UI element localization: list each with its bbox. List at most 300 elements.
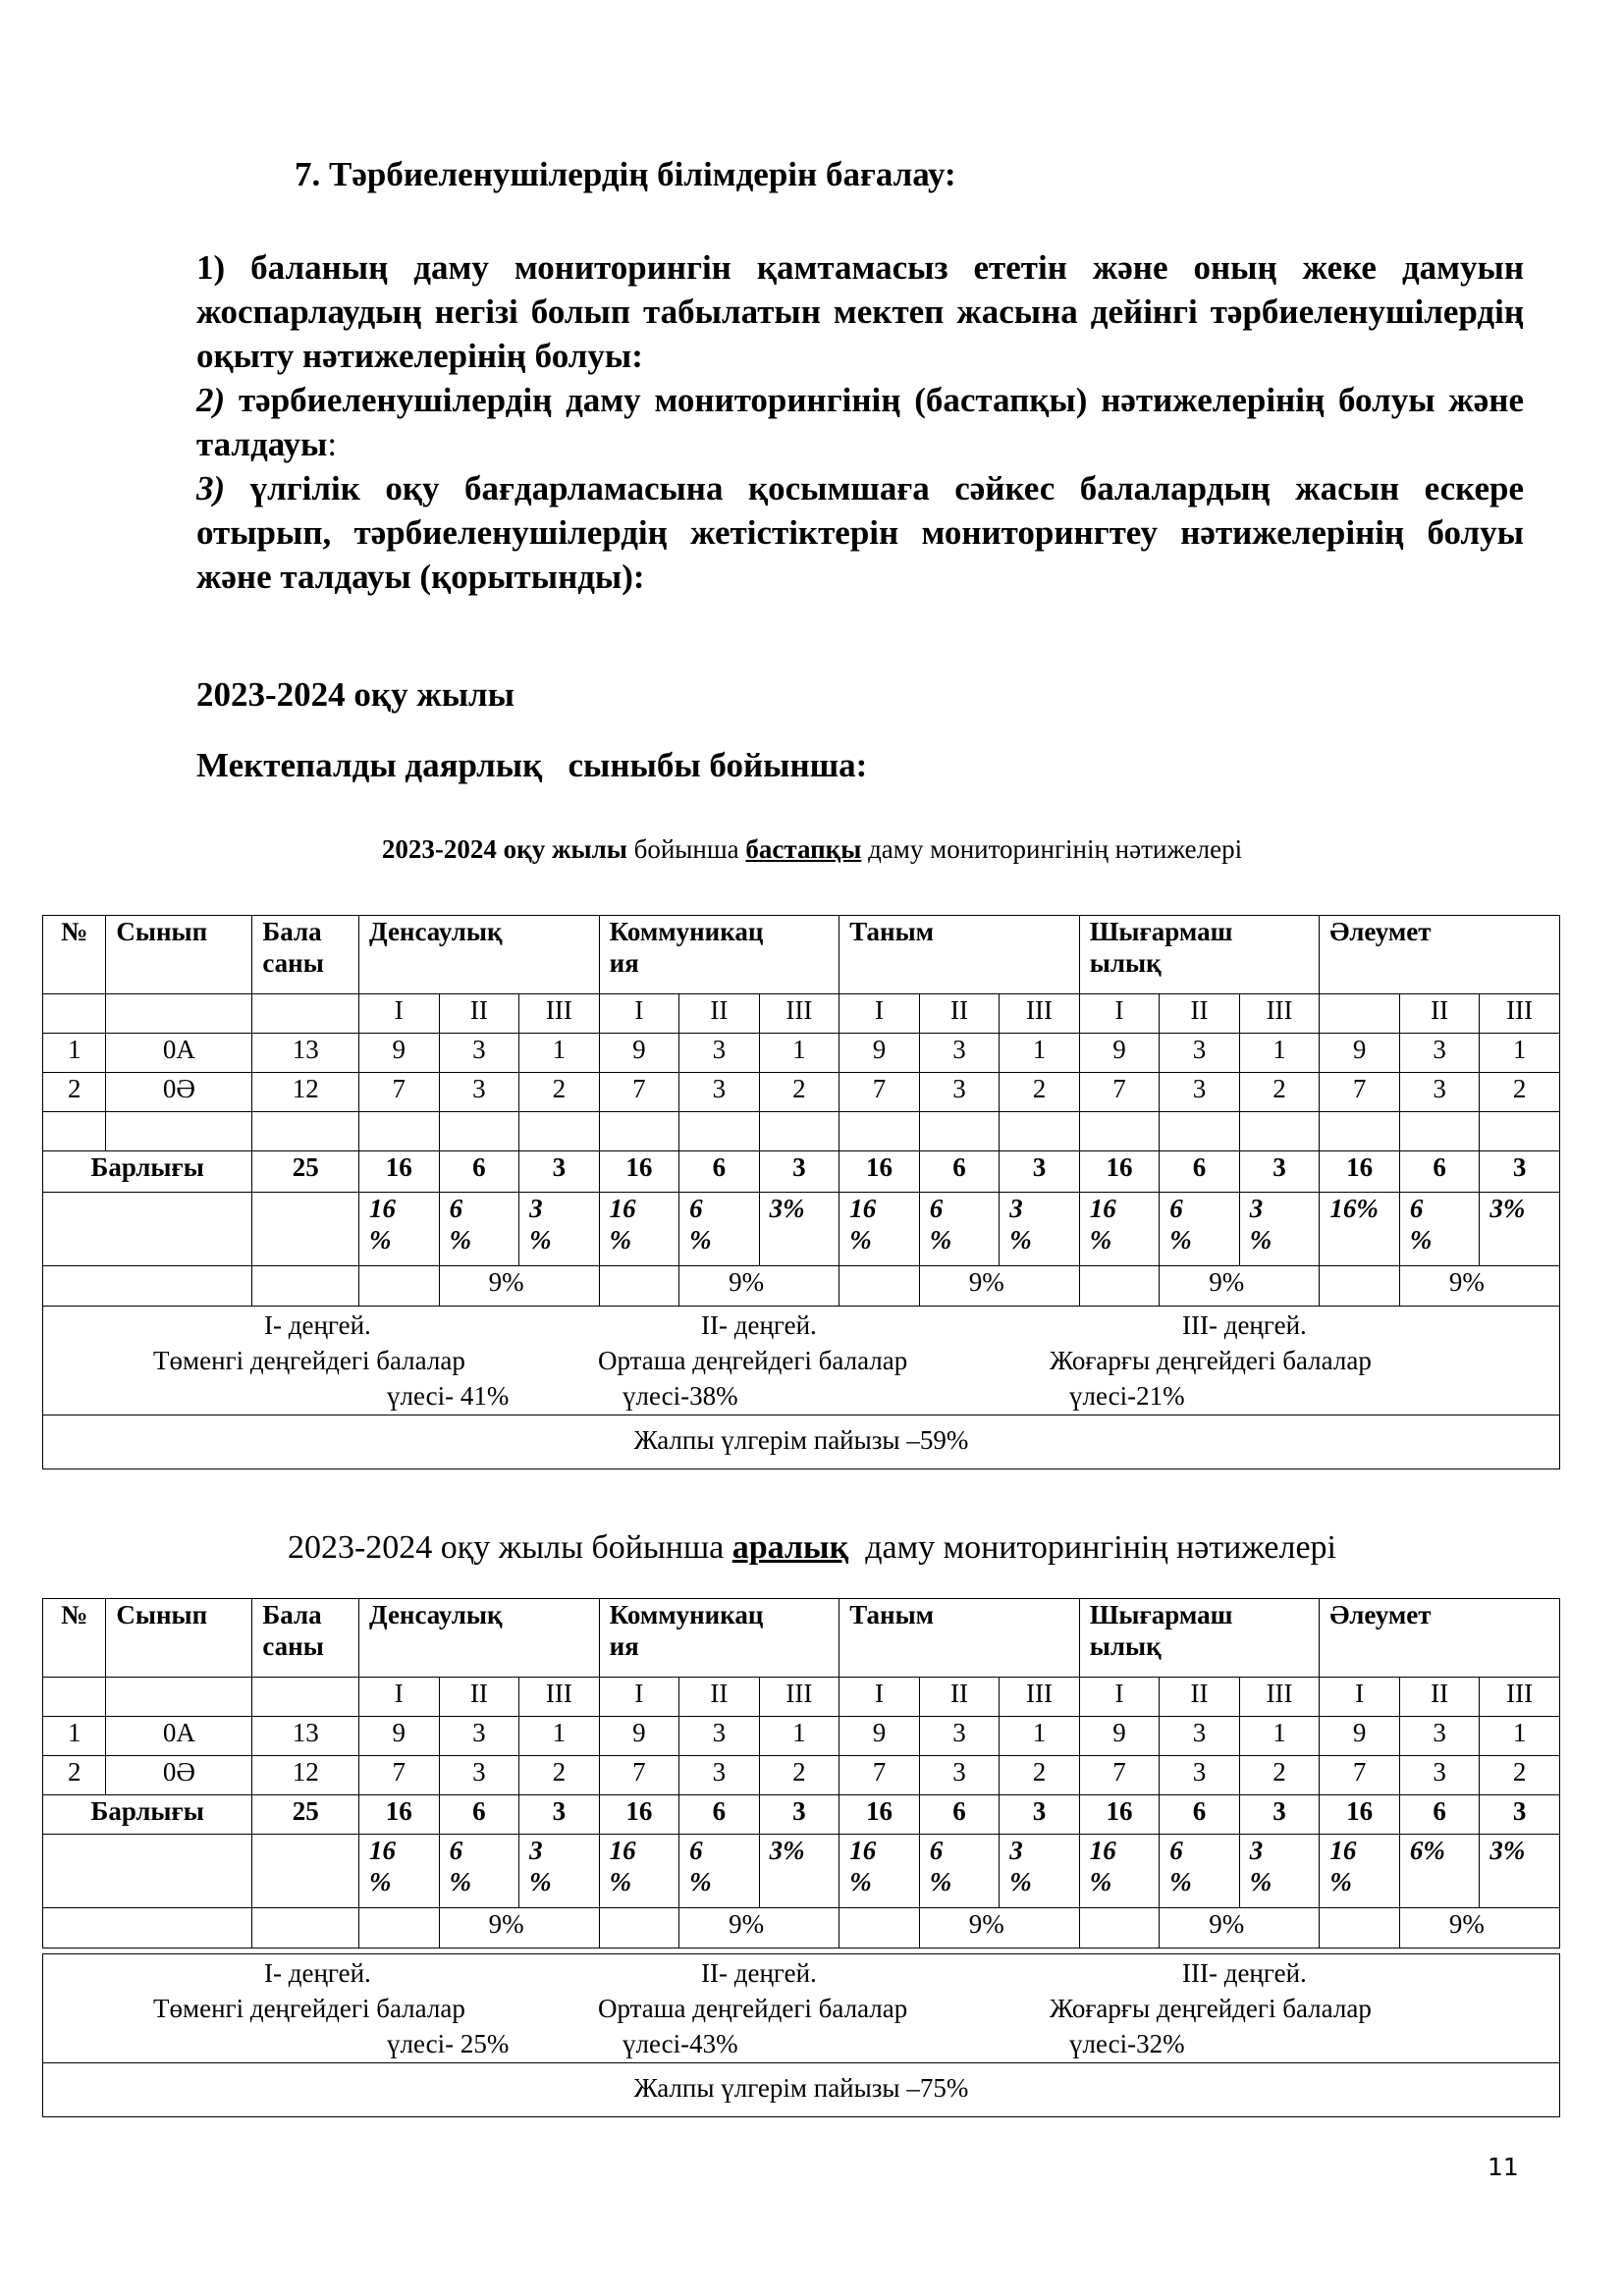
table-row bbox=[43, 1908, 1560, 1949]
table1-caption-mid: бойынша bbox=[626, 834, 746, 864]
percent-number: 6% bbox=[1409, 1836, 1445, 1865]
total-value: 16 bbox=[1320, 1795, 1400, 1835]
class-heading: Мектепалды даярлық сыныбы бойынша: bbox=[196, 746, 868, 784]
header-health: Денсаулық bbox=[359, 1599, 600, 1678]
table2-caption-type: аралық bbox=[731, 1529, 849, 1566]
level2-label: II- деңгей. bbox=[701, 1310, 817, 1340]
paragraph-1-text: 1) баланың даму мониторингін қамтамасыз ететін және оның жеке дамуын жоспарлаудың негізі болып табылатын мектеп жасына дейінгі тәрбиеленушілердің оқыту нәтижелерінің болуы: bbox=[196, 248, 1524, 375]
percent-value bbox=[359, 1835, 440, 1908]
percent-sign: % bbox=[929, 1867, 952, 1896]
empty-cell bbox=[1399, 1112, 1480, 1151]
row-value: 3 bbox=[919, 1717, 1000, 1756]
header-children-count bbox=[252, 1599, 359, 1678]
percent-number: 6 bbox=[689, 1836, 703, 1865]
header-no: № bbox=[43, 1599, 106, 1678]
empty-cell bbox=[43, 1266, 252, 1307]
percent-sign: % bbox=[849, 1867, 872, 1896]
header-creat-l1: Шығармаш bbox=[1089, 917, 1233, 946]
level2-share: үлесі-43% bbox=[623, 2029, 738, 2058]
percent-value bbox=[519, 1193, 600, 1266]
level-label: II bbox=[1399, 994, 1480, 1034]
row-value: 9 bbox=[839, 1034, 920, 1073]
total-value: 3 bbox=[1000, 1151, 1080, 1193]
percent-sign: % bbox=[529, 1225, 552, 1255]
table-row bbox=[43, 1717, 1560, 1756]
row-value: 3 bbox=[1399, 1717, 1480, 1756]
level-label: III bbox=[1239, 994, 1320, 1034]
row-value: 7 bbox=[599, 1073, 679, 1112]
total-value: 6 bbox=[1160, 1795, 1240, 1835]
percent-number: 16 bbox=[1089, 1836, 1116, 1865]
level-label: II bbox=[1160, 994, 1240, 1034]
percent-number: 3 bbox=[1009, 1194, 1023, 1223]
percent-sign: % bbox=[609, 1867, 632, 1896]
row-value: 7 bbox=[1320, 1073, 1400, 1112]
percent-sign: % bbox=[609, 1225, 632, 1255]
row-count: 13 bbox=[252, 1034, 359, 1073]
percent-value bbox=[1000, 1835, 1080, 1908]
total-value: 3 bbox=[1239, 1795, 1320, 1835]
total-value: 3 bbox=[759, 1151, 839, 1193]
total-count: 25 bbox=[252, 1151, 359, 1193]
year-heading: 2023-2024 оқу жылы bbox=[196, 675, 514, 714]
percent-value bbox=[1399, 1193, 1480, 1266]
table1-caption bbox=[0, 834, 1624, 865]
empty-cell bbox=[252, 1908, 359, 1949]
percent-sign: % bbox=[849, 1225, 872, 1255]
percent-number: 6 bbox=[449, 1836, 463, 1865]
table1-caption-end: даму мониторингінің нәтижелері bbox=[861, 834, 1243, 864]
row-no: 1 bbox=[43, 1717, 106, 1756]
table-row bbox=[43, 1835, 1560, 1908]
row-value: 1 bbox=[1000, 1034, 1080, 1073]
empty-cell bbox=[1079, 1112, 1160, 1151]
row-value: 2 bbox=[1000, 1073, 1080, 1112]
level3-label: III- деңгей. bbox=[1182, 1310, 1307, 1340]
total-value: 6 bbox=[439, 1151, 519, 1193]
percent-number: 3 bbox=[1249, 1194, 1264, 1223]
row-value: 1 bbox=[759, 1034, 839, 1073]
percent-value bbox=[1079, 1835, 1160, 1908]
percent-sign: % bbox=[689, 1225, 712, 1255]
empty-cell bbox=[106, 994, 252, 1034]
row-value: 3 bbox=[439, 1756, 519, 1795]
percent-value bbox=[599, 1193, 679, 1266]
levels-summary-row bbox=[43, 1954, 1559, 2063]
level-label: II bbox=[1399, 1678, 1480, 1717]
row-value: 1 bbox=[519, 1034, 600, 1073]
row-value: 2 bbox=[519, 1756, 600, 1795]
total-value: 6 bbox=[679, 1795, 760, 1835]
row-value: 3 bbox=[439, 1717, 519, 1756]
header-communication bbox=[599, 1599, 839, 1678]
level-label: I bbox=[359, 1678, 440, 1717]
empty-cell bbox=[1160, 1112, 1240, 1151]
percent-number: 16 bbox=[609, 1836, 636, 1865]
percent-number: 6 bbox=[1409, 1194, 1424, 1223]
percent-number: 3% bbox=[1489, 1194, 1526, 1223]
percent-sign: % bbox=[1009, 1225, 1032, 1255]
total-value: 3 bbox=[519, 1795, 600, 1835]
percent-value bbox=[439, 1193, 519, 1266]
level-label: I bbox=[599, 1678, 679, 1717]
header-communication bbox=[599, 916, 839, 994]
empty-cell bbox=[599, 1908, 679, 1949]
level-label: III bbox=[1000, 1678, 1080, 1717]
percent-number: 16 bbox=[369, 1194, 397, 1223]
percent-value bbox=[1399, 1835, 1480, 1908]
percent-sign: % bbox=[1169, 1867, 1192, 1896]
row-class: 0Ә bbox=[106, 1073, 252, 1112]
empty-cell bbox=[43, 994, 106, 1034]
total-value: 3 bbox=[1000, 1795, 1080, 1835]
total-value: 6 bbox=[1399, 1795, 1480, 1835]
level3-desc: Жоғарғы деңгейдегі балалар bbox=[1050, 1346, 1372, 1375]
level-label: II bbox=[679, 994, 760, 1034]
row-count: 13 bbox=[252, 1717, 359, 1756]
empty-cell bbox=[43, 1193, 252, 1266]
empty-cell bbox=[919, 1112, 1000, 1151]
empty-cell bbox=[1320, 1112, 1400, 1151]
row-value: 2 bbox=[759, 1073, 839, 1112]
row-value: 3 bbox=[1160, 1034, 1240, 1073]
paragraph-2-number: 2) bbox=[196, 381, 226, 419]
row-value: 1 bbox=[1239, 1717, 1320, 1756]
row-value: 3 bbox=[919, 1034, 1000, 1073]
row-value: 9 bbox=[839, 1717, 920, 1756]
percent-value bbox=[839, 1193, 920, 1266]
header-health: Денсаулық bbox=[359, 916, 600, 994]
row-value: 1 bbox=[1000, 1717, 1080, 1756]
percent-value bbox=[759, 1835, 839, 1908]
row-value: 3 bbox=[679, 1034, 760, 1073]
row-value: 2 bbox=[1480, 1756, 1560, 1795]
table-row bbox=[43, 1678, 1560, 1717]
percent-number: 16 bbox=[609, 1194, 636, 1223]
total-value: 16 bbox=[359, 1151, 440, 1193]
table-row bbox=[43, 1073, 1560, 1112]
levels-summary-row bbox=[43, 1307, 1559, 1415]
row-value: 3 bbox=[679, 1073, 760, 1112]
table1-caption-year: 2023-2024 оқу жылы bbox=[381, 834, 627, 864]
group-percent: 9% bbox=[439, 1908, 599, 1949]
empty-cell bbox=[252, 1266, 359, 1307]
empty-cell bbox=[1320, 994, 1400, 1034]
percent-sign: % bbox=[449, 1867, 472, 1896]
table-row bbox=[43, 1112, 1560, 1151]
empty-cell bbox=[252, 1112, 359, 1151]
row-value: 3 bbox=[919, 1073, 1000, 1112]
percent-value bbox=[359, 1193, 440, 1266]
total-value: 3 bbox=[759, 1795, 839, 1835]
empty-cell bbox=[252, 1835, 359, 1908]
table-row bbox=[43, 1756, 1560, 1795]
row-value: 3 bbox=[679, 1717, 760, 1756]
level-label: I bbox=[1320, 1678, 1400, 1717]
percent-number: 6 bbox=[1169, 1836, 1183, 1865]
empty-cell bbox=[599, 1266, 679, 1307]
header-creat-l2: ылық bbox=[1089, 1631, 1162, 1661]
percent-value bbox=[1480, 1835, 1560, 1908]
header-creativity bbox=[1079, 1599, 1320, 1678]
percent-sign: % bbox=[929, 1225, 952, 1255]
table-row bbox=[43, 1599, 1560, 1678]
row-value: 7 bbox=[1079, 1756, 1160, 1795]
empty-cell bbox=[359, 1266, 440, 1307]
header-creat-l2: ылық bbox=[1089, 948, 1162, 978]
level-label: I bbox=[839, 994, 920, 1034]
level2-share: үлесі-38% bbox=[623, 1381, 738, 1411]
empty-cell bbox=[252, 994, 359, 1034]
percent-number: 6 bbox=[449, 1194, 463, 1223]
paragraph-3-number: 3) bbox=[196, 469, 226, 507]
row-value: 7 bbox=[599, 1756, 679, 1795]
header-social: Әлеумет bbox=[1320, 916, 1560, 994]
header-children-l1: Бала bbox=[262, 917, 322, 946]
row-value: 9 bbox=[359, 1717, 440, 1756]
percent-value bbox=[519, 1835, 600, 1908]
empty-cell bbox=[43, 1678, 106, 1717]
level1-desc: Төменгі деңгейдегі балалар bbox=[153, 1346, 465, 1375]
level3-share: үлесі-21% bbox=[1069, 1381, 1185, 1411]
group-percent: 9% bbox=[439, 1266, 599, 1307]
percent-value bbox=[1239, 1835, 1320, 1908]
level-label: I bbox=[839, 1678, 920, 1717]
percent-value bbox=[1160, 1835, 1240, 1908]
total-value: 6 bbox=[919, 1151, 1000, 1193]
level2-desc: Орташа деңгейдегі балалар bbox=[598, 1346, 908, 1375]
percent-number: 16 bbox=[1329, 1836, 1357, 1865]
table2-summary bbox=[42, 1953, 1560, 2117]
percent-value bbox=[1079, 1193, 1160, 1266]
percent-sign: % bbox=[1409, 1225, 1433, 1255]
header-cognition: Таным bbox=[839, 1599, 1080, 1678]
empty-cell bbox=[1239, 1112, 1320, 1151]
level-label: II bbox=[919, 1678, 1000, 1717]
percent-number: 3 bbox=[1249, 1836, 1264, 1865]
level3-desc: Жоғарғы деңгейдегі балалар bbox=[1050, 1994, 1372, 2023]
percent-number: 6 bbox=[1169, 1194, 1183, 1223]
total-value: 3 bbox=[1480, 1151, 1560, 1193]
row-class: 0Ә bbox=[106, 1756, 252, 1795]
level-label: II bbox=[439, 994, 519, 1034]
percent-sign: % bbox=[369, 1225, 392, 1255]
level-label: III bbox=[759, 1678, 839, 1717]
level3-share: үлесі-32% bbox=[1069, 2029, 1185, 2058]
group-percent: 9% bbox=[1399, 1266, 1559, 1307]
overall-progress: Жалпы үлгерім пайызы –75% bbox=[633, 2073, 969, 2103]
header-comm-l2: ия bbox=[609, 1631, 639, 1661]
row-value: 9 bbox=[599, 1717, 679, 1756]
paragraph-3-text: үлгілік оқу бағдарламасына қосымшаға сәйкес балалардың жасын ескере отырып, тәрбиеленушілердің жетістіктерін мониторингтеу нәтижелерінің болуы және талдауы (қорытынды): bbox=[196, 469, 1524, 596]
empty-cell bbox=[43, 1112, 106, 1151]
header-children-count bbox=[252, 916, 359, 994]
table-row bbox=[43, 1795, 1560, 1835]
table2-caption-end: даму мониторингінің нәтижелері bbox=[848, 1529, 1337, 1566]
row-value: 7 bbox=[359, 1756, 440, 1795]
total-value: 16 bbox=[839, 1795, 920, 1835]
percent-number: 16 bbox=[369, 1836, 397, 1865]
row-value: 3 bbox=[679, 1756, 760, 1795]
empty-cell bbox=[106, 1678, 252, 1717]
row-value: 1 bbox=[759, 1717, 839, 1756]
percent-number: 16 bbox=[1089, 1194, 1116, 1223]
row-value: 7 bbox=[839, 1073, 920, 1112]
total-label: Барлығы bbox=[43, 1795, 252, 1835]
row-value: 3 bbox=[1160, 1073, 1240, 1112]
level-label: III bbox=[1000, 994, 1080, 1034]
row-no: 1 bbox=[43, 1034, 106, 1073]
percent-sign: % bbox=[529, 1867, 552, 1896]
level2-label: II- деңгей. bbox=[701, 1958, 817, 1988]
table1-initial-monitoring bbox=[42, 915, 1560, 1307]
total-value: 16 bbox=[599, 1795, 679, 1835]
row-value: 3 bbox=[1160, 1756, 1240, 1795]
paragraph-3 bbox=[196, 466, 1524, 599]
row-value: 9 bbox=[599, 1034, 679, 1073]
level-label: III bbox=[519, 1678, 600, 1717]
total-value: 16 bbox=[1079, 1151, 1160, 1193]
total-value: 16 bbox=[839, 1151, 920, 1193]
empty-cell bbox=[599, 1112, 679, 1151]
percent-sign: % bbox=[1169, 1225, 1192, 1255]
empty-cell bbox=[1000, 1112, 1080, 1151]
header-comm-l2: ия bbox=[609, 948, 639, 978]
empty-cell bbox=[43, 1835, 252, 1908]
row-value: 7 bbox=[839, 1756, 920, 1795]
level-label: II bbox=[439, 1678, 519, 1717]
paragraph-2-text: тәрбиеленушілердің даму мониторингінің (бастапқы) нәтижелерінің болуы және талдауы bbox=[196, 381, 1524, 463]
total-value: 6 bbox=[439, 1795, 519, 1835]
percent-number: 3% bbox=[769, 1194, 805, 1223]
group-percent: 9% bbox=[1160, 1908, 1320, 1949]
level1-share: үлесі- 41% bbox=[387, 1381, 510, 1411]
header-social: Әлеумет bbox=[1320, 1599, 1560, 1678]
percent-number: 3 bbox=[529, 1836, 543, 1865]
row-count: 12 bbox=[252, 1073, 359, 1112]
row-count: 12 bbox=[252, 1756, 359, 1795]
row-value: 7 bbox=[359, 1073, 440, 1112]
row-value: 1 bbox=[519, 1717, 600, 1756]
empty-cell bbox=[252, 1678, 359, 1717]
empty-cell bbox=[759, 1112, 839, 1151]
row-value: 2 bbox=[1239, 1073, 1320, 1112]
level1-label: I- деңгей. bbox=[264, 1310, 371, 1340]
total-value: 16 bbox=[599, 1151, 679, 1193]
total-value: 6 bbox=[679, 1151, 760, 1193]
row-value: 3 bbox=[439, 1073, 519, 1112]
header-creativity bbox=[1079, 916, 1320, 994]
percent-value bbox=[839, 1835, 920, 1908]
percent-number: 6 bbox=[929, 1194, 944, 1223]
total-value: 6 bbox=[1399, 1151, 1480, 1193]
row-value: 9 bbox=[1079, 1717, 1160, 1756]
header-creat-l1: Шығармаш bbox=[1089, 1600, 1233, 1629]
row-class: 0А bbox=[106, 1717, 252, 1756]
row-value: 3 bbox=[1399, 1073, 1480, 1112]
row-value: 9 bbox=[1320, 1034, 1400, 1073]
total-label: Барлығы bbox=[43, 1151, 252, 1193]
percent-number: 6 bbox=[929, 1836, 944, 1865]
paragraph-1 bbox=[196, 245, 1524, 378]
empty-cell bbox=[1079, 1266, 1160, 1307]
percent-number: 16 bbox=[849, 1836, 877, 1865]
row-value: 2 bbox=[1000, 1756, 1080, 1795]
table2-interim-monitoring bbox=[42, 1598, 1560, 1949]
table2-caption-pre: 2023-2024 оқу жылы бойынша bbox=[287, 1529, 732, 1566]
row-value: 9 bbox=[1079, 1034, 1160, 1073]
row-value: 1 bbox=[1239, 1034, 1320, 1073]
group-percent: 9% bbox=[1160, 1266, 1320, 1307]
empty-cell bbox=[1480, 1112, 1560, 1151]
table-row bbox=[43, 1193, 1560, 1266]
group-percent: 9% bbox=[919, 1266, 1079, 1307]
row-value: 3 bbox=[439, 1034, 519, 1073]
row-value: 7 bbox=[1079, 1073, 1160, 1112]
total-count: 25 bbox=[252, 1795, 359, 1835]
table-row bbox=[43, 1266, 1560, 1307]
overall-progress: Жалпы үлгерім пайызы –59% bbox=[633, 1425, 969, 1455]
percent-sign: % bbox=[1089, 1225, 1112, 1255]
level1-desc: Төменгі деңгейдегі балалар bbox=[153, 1994, 465, 2023]
percent-value bbox=[1000, 1193, 1080, 1266]
total-value: 16 bbox=[1320, 1151, 1400, 1193]
empty-cell bbox=[839, 1112, 920, 1151]
header-class: Сынып bbox=[106, 916, 252, 994]
total-value: 3 bbox=[519, 1151, 600, 1193]
percent-value bbox=[1160, 1193, 1240, 1266]
row-value: 1 bbox=[1480, 1034, 1560, 1073]
header-no: № bbox=[43, 916, 106, 994]
empty-cell bbox=[1320, 1266, 1400, 1307]
percent-number: 16% bbox=[1329, 1194, 1379, 1223]
total-value: 6 bbox=[919, 1795, 1000, 1835]
percent-value bbox=[679, 1835, 760, 1908]
percent-sign: % bbox=[369, 1867, 392, 1896]
table2-caption bbox=[0, 1529, 1624, 1567]
row-no: 2 bbox=[43, 1073, 106, 1112]
percent-number: 16 bbox=[849, 1194, 877, 1223]
row-value: 2 bbox=[1480, 1073, 1560, 1112]
row-value: 9 bbox=[359, 1034, 440, 1073]
group-percent: 9% bbox=[1399, 1908, 1559, 1949]
percent-number: 6 bbox=[689, 1194, 703, 1223]
row-value: 7 bbox=[1320, 1756, 1400, 1795]
total-value: 6 bbox=[1160, 1151, 1240, 1193]
empty-cell bbox=[359, 1112, 440, 1151]
level1-share: үлесі- 25% bbox=[387, 2029, 510, 2058]
level3-label: III- деңгей. bbox=[1182, 1958, 1307, 1988]
level-label: I bbox=[1079, 1678, 1160, 1717]
percent-value bbox=[1320, 1193, 1400, 1266]
empty-cell bbox=[1320, 1908, 1400, 1949]
empty-cell bbox=[359, 1908, 440, 1949]
row-value: 2 bbox=[759, 1756, 839, 1795]
row-no: 2 bbox=[43, 1756, 106, 1795]
level-label: II bbox=[679, 1678, 760, 1717]
percent-sign: % bbox=[1249, 1867, 1272, 1896]
table1-summary bbox=[42, 1306, 1560, 1469]
percent-number: 3 bbox=[529, 1194, 543, 1223]
row-value: 2 bbox=[519, 1073, 600, 1112]
row-class: 0А bbox=[106, 1034, 252, 1073]
empty-cell bbox=[252, 1193, 359, 1266]
header-cognition: Таным bbox=[839, 916, 1080, 994]
section-title: 7. Тәрбиеленушілердің білімдерін бағалау: bbox=[295, 155, 956, 193]
table-row bbox=[43, 1034, 1560, 1073]
percent-value bbox=[1320, 1835, 1400, 1908]
percent-sign: % bbox=[1089, 1867, 1112, 1896]
